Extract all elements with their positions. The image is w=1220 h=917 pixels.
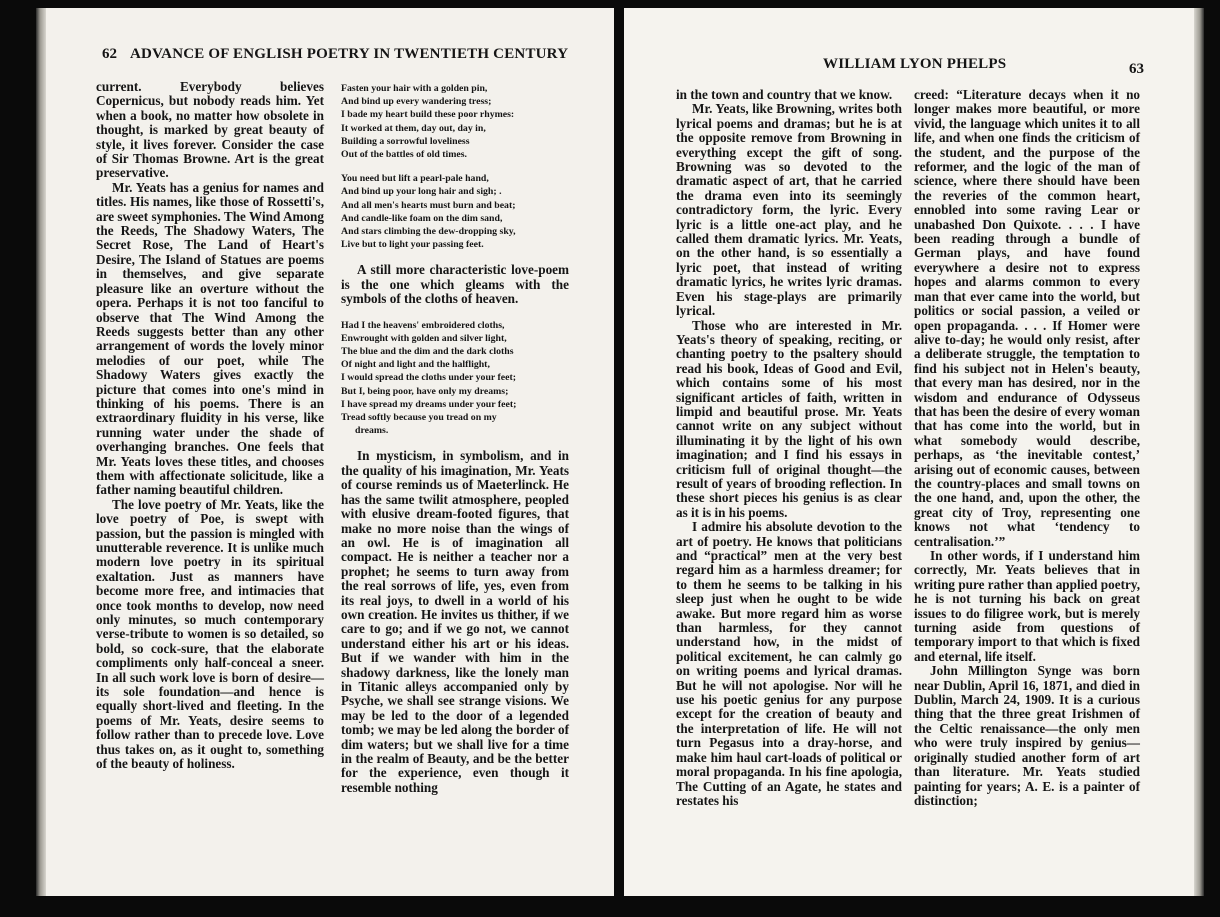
paragraph: Mr. Yeats has a genius for names and titles. His names, like those of Rossetti's, are sweet symphonies. The Wind Among the Reeds, The Shadowy Waters, The Secret Rose, The Land of Heart's Desire, The Island of Statues are poems in themselves, and give separate pleasure like an overture without the opera. Perhaps it is not too fanciful to observe that The Wind Among the Reeds suggests better than any other arrangement of words the lovely minor melodies of our poet, while The Shadowy Waters gives exactly the picture that comes into one's mind in thinking of his poems. There is an extraordinary fluidity in his verse, like running water under the shade of overhanging branches. One feels that Mr. Yeats loves these titles, and chooses them with affectionate solicitude, like a father naming beautiful children. [96, 179, 324, 498]
right-column-1 [676, 88, 902, 808]
running-head-right: WILLIAM LYON PHELPS [823, 56, 1007, 72]
verse-line: Had I the heavens' embroidered cloths, [341, 319, 505, 331]
paragraph: current. Everybody believes Copernicus, but nobody reads him. Yet when a book, no matter how obsolete in thought, is marked by great beauty of style, it lives forever. Consider the case of Sir Thomas Browne. Art is the great preservative. [96, 79, 324, 181]
verse-line: You need but lift a pearl-pale hand, [341, 173, 489, 185]
verse-line: I would spread the cloths under your feet; [341, 372, 516, 384]
verse-line: And stars climbing the dew-dropping sky, [341, 226, 516, 238]
paragraph: creed: “Literature decays when it no longer makes more beautiful, or more vivid, the language which unites it to all life, and when one finds the criticism of the student, and the purpose of the reformer, and the logic of the man of science, where there should have been the reveries of the common heart, ennobled into some raving Lear or unabashed Don Quixote. . . . I have been reading through a bundle of German plays, and have found everywhere a desire not to express hopes and alarms common to every man that ever came into the world, but politics or social passion, a veiled or open propaganda. . . . If Homer were alive to-day; he would only resist, after a deliberate struggle, the temptation to find his subject not in Helen's beauty, that every man has desired, nor in the wisdom and endurance of Odysseus that has been the desire of every woman that has come into the world, but in what somebody would describe, perhaps, as ‘the inevitable contest,’ arising out of economic causes, between the country-places and small towns on the one hand, and, upon the other, the great city of Troy, representing one knows not what ‘tendency to centralisation.’” [914, 87, 1140, 549]
page-number-right: 63 [1129, 61, 1144, 77]
paragraph: in the town and country that we know. [676, 87, 893, 102]
verse-line: Tread softly because you tread on my [341, 412, 497, 424]
verse-line: But I, being poor, have only my dreams; [341, 385, 509, 397]
paragraph: The love poetry of Mr. Yeats, like the love poetry of Poe, is swept with passion, but the passion is mingled with unutterable reverence. It is unlike much modern love poetry in its spiritual exaltation. Just as manners have become more free, and intimacies that once took months to develop, now need only minutes, so much contemporary verse-tribute to women is so detailed, so bold, so cock-sure, that the elaborate compliments only half-conceal a sneer. In all such work love is born of desire—its sole foundation—and hence is equally short-lived and fleeting. In the poems of Mr. Yeats, desire seems to follow rather than to precede love. Love thus takes on, as it ought to, something of the beauty of holiness. [96, 496, 324, 772]
verse-line: Enwrought with golden and silver light, [341, 332, 507, 344]
page-edge-shadow [36, 8, 46, 896]
right-column-2 [914, 88, 1140, 808]
verse-line: I have spread my dreams under your feet; [341, 398, 517, 410]
verse-line: And all men's hearts must burn and beat; [341, 199, 516, 211]
verse-line: And bind up every wandering tress; [341, 96, 492, 108]
left-column-1 [96, 80, 324, 772]
verse-line: The blue and the dim and the dark cloths [341, 346, 514, 358]
verse-stanza-3 [341, 319, 569, 438]
verse-line: And bind up your long hair and sigh; . [341, 186, 502, 198]
left-page [36, 8, 614, 896]
paragraph: John Millington Synge was born near Dublin, April 16, 1871, and died in Dublin, March 24, 1909. It is a curious thing that the three great Irishmen of the Celtic renaissance—the only men who were truly inspired by genius—originally studied another form of art than literature. Mr. Yeats studied painting for years; A. E. is a painter of distinction; [914, 663, 1140, 808]
verse-line: I bade my heart build these poor rhymes: [341, 109, 515, 121]
verse-line: dreams. [355, 425, 389, 437]
page-edge-shadow [1194, 8, 1204, 896]
verse-line: Of night and light and the halflight, [341, 359, 490, 371]
paragraph-mysticism: In mysticism, in symbolism, and in the quality of his imagination, Mr. Yeats of course reminds us of Maeterlinck. He has the same twilit atmosphere, peopled with elusive dream-footed figures, that make no more noise than the wings of an owl. He is of imagination all compact. He is neither a teacher nor a prophet; he seems to turn away from the real sorrows of life, yes, even from its real joys, to dwell in a world of his own creation. He invites us thither, if we care to go; and if we go not, we cannot understand either his art or his ideas. But if we wander with him in the shadowy darkness, like the lonely man in Titanic alleys accompanied only by Psyche, we shall see strange visions. We may be led to the door of a legended tomb; we may be led along the border of dim waters; but we shall live for a time in the realm of Beauty, and be the better for the experience, even though it resemble nothing [341, 448, 569, 795]
verse-line: Fasten your hair with a golden pin, [341, 83, 488, 94]
running-head-left: ADVANCE OF ENGLISH POETRY IN TWENTIETH CENTURY [130, 46, 569, 62]
verse-stanza-2 [341, 172, 569, 251]
paragraph-love-poem: A still more characteristic love-poem is the one which gleams with the symbols of the cloths of heaven. [341, 262, 569, 307]
verse-line: Building a sorrowful loveliness [341, 135, 470, 147]
paragraph: In other words, if I understand him correctly, Mr. Yeats believes that in writing pure rather than applied poetry, he is not turning his back on great issues to do filigree work, but is merely turning aside from questions of temporary import to that which is fixed and eternal, life itself. [914, 548, 1140, 664]
paragraph: I admire his absolute devotion to the art of poetry. He knows that politicians and “practical” men at the very best regard him as a harmless dreamer; for to them he seems to be talking in his sleep just when he ought to be wide awake. But more regard him as worse than harmless, for they cannot understand how, in the midst of political excitement, he can calmly go on writing poems and lyrical dramas. But he will not apologise. Nor will he use his poetic genius for any purpose except for the creation of beauty and the interpretation of life. He will not turn Pegasus into a dray-horse, and make him haul cart-loads of political or moral propaganda. In his fine apologia, The Cutting of an Agate, he states and restates his [676, 519, 902, 808]
verse-line: Out of the battles of old times. [341, 149, 467, 161]
right-page [624, 8, 1204, 896]
verse-line: And candle-like foam on the dim sand, [341, 212, 503, 224]
left-column-2 [341, 82, 569, 795]
verse-line: It worked at them, day out, day in, [341, 122, 486, 134]
verse-stanza-1 [341, 82, 569, 161]
verse-line: Live but to light your passing feet. [341, 239, 484, 251]
page-number-left: 62 [102, 46, 117, 62]
paragraph: Mr. Yeats, like Browning, writes both lyrical poems and dramas; but he is at the opposite remove from Browning in everything except the gift of song. Browning was so devoted to the dramatic aspect of art, that he carried the drama even into its seemingly contradictory form, the lyric. Every lyric is a little one-act play, and he called them dramatic lyrics. Mr. Yeats, on the other hand, is so essentially a lyric poet, that instead of writing dramatic lyrics, he writes lyric dramas. Even his stage-plays are primarily lyrical. [676, 101, 902, 319]
paragraph: Those who are interested in Mr. Yeats's theory of speaking, reciting, or chanting poetry to the psaltery should read his book, Ideas of Good and Evil, which contains some of his most significant articles of faith, written in limpid and beautiful prose. Mr. Yeats cannot write on any subject without illuminating it by the light of his own imagination; and I find his essays in criticism full of original thought—the result of years of brooding reflection. In these short pieces his genius is as clear as it is in his poems. [676, 317, 902, 520]
